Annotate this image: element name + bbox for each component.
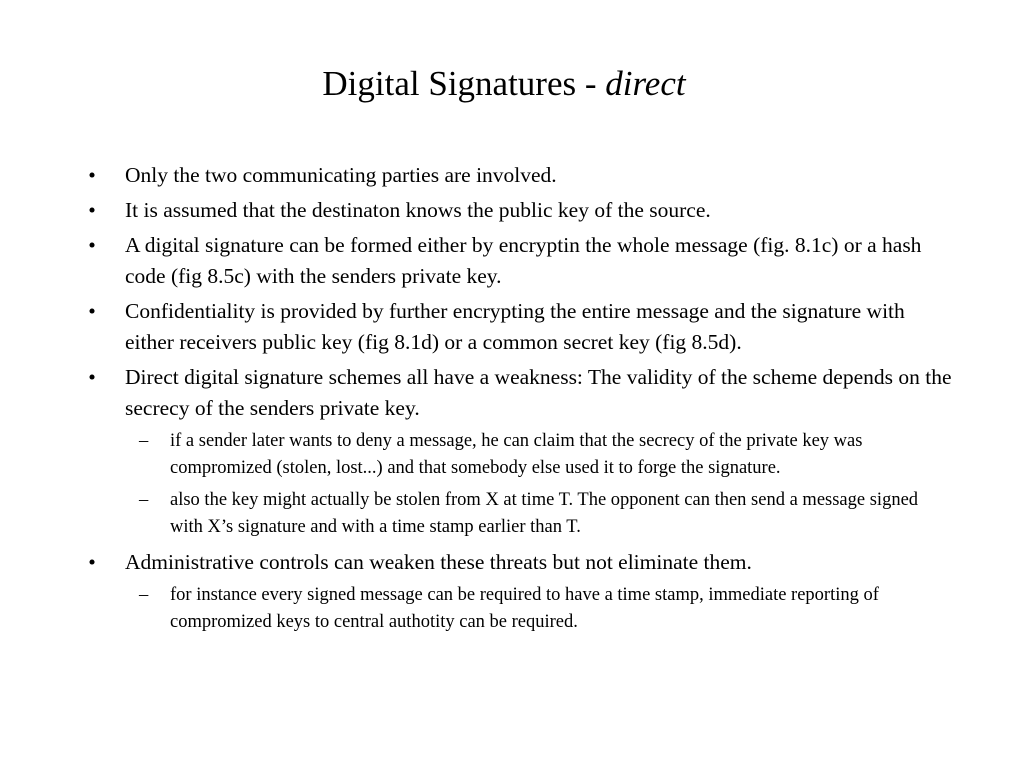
bullet-marker: • bbox=[88, 163, 96, 187]
sub-bullet-item bbox=[125, 487, 955, 541]
slide-title-main: Digital Signatures - bbox=[322, 64, 606, 103]
dash-marker: – bbox=[139, 490, 149, 510]
bullet-text: It is assumed that the destinaton knows the public key of the source. bbox=[125, 198, 711, 222]
bullet-marker: • bbox=[88, 233, 96, 257]
bullet-marker: • bbox=[88, 299, 96, 323]
bullet-marker: • bbox=[88, 550, 96, 574]
bullet-item bbox=[85, 230, 955, 292]
bullet-text: Direct digital signature schemes all have a weakness: The validity of the scheme depends on the secrecy of the senders private key. bbox=[125, 365, 952, 420]
dash-marker: – bbox=[139, 585, 149, 605]
bullet-item bbox=[85, 296, 955, 358]
bullet-item bbox=[85, 160, 955, 191]
slide-title-emphasis: direct bbox=[605, 64, 686, 103]
bullet-item bbox=[85, 195, 955, 226]
sub-bullet-list bbox=[125, 428, 955, 541]
bullet-text: A digital signature can be formed either by encryptin the whole message (fig. 8.1c) or a hash code (fig 8.5c) with the senders private key. bbox=[125, 233, 922, 288]
bullet-text: Administrative controls can weaken these threats but not eliminate them. bbox=[125, 550, 752, 574]
bullet-item bbox=[85, 547, 955, 636]
sub-bullet-text: for instance every signed message can be required to have a time stamp, immediate reporting of compromized keys to central authotity can be required. bbox=[170, 585, 879, 632]
bullet-marker: • bbox=[88, 198, 96, 222]
dash-marker: – bbox=[139, 431, 149, 451]
bullet-item bbox=[85, 362, 955, 541]
bullet-text: Only the two communicating parties are involved. bbox=[125, 163, 557, 187]
sub-bullet-list bbox=[125, 582, 955, 636]
bullet-marker: • bbox=[88, 365, 96, 389]
sub-bullet-text: also the key might actually be stolen from X at time T. The opponent can then send a message signed with X’s signature and with a time stamp earlier than T. bbox=[170, 490, 919, 537]
sub-bullet-item bbox=[125, 428, 955, 482]
bullet-text: Confidentiality is provided by further encrypting the entire message and the signature with either receivers public key (fig 8.1d) or a common secret key (fig 8.5d). bbox=[125, 299, 905, 354]
slide-title bbox=[0, 62, 1008, 106]
bullet-list bbox=[85, 160, 955, 642]
sub-bullet-item bbox=[125, 582, 955, 636]
sub-bullet-text: if a sender later wants to deny a message, he can claim that the secrecy of the private key was compromized (stolen, lost...) and that somebody else used it to forge the signature. bbox=[170, 431, 863, 478]
